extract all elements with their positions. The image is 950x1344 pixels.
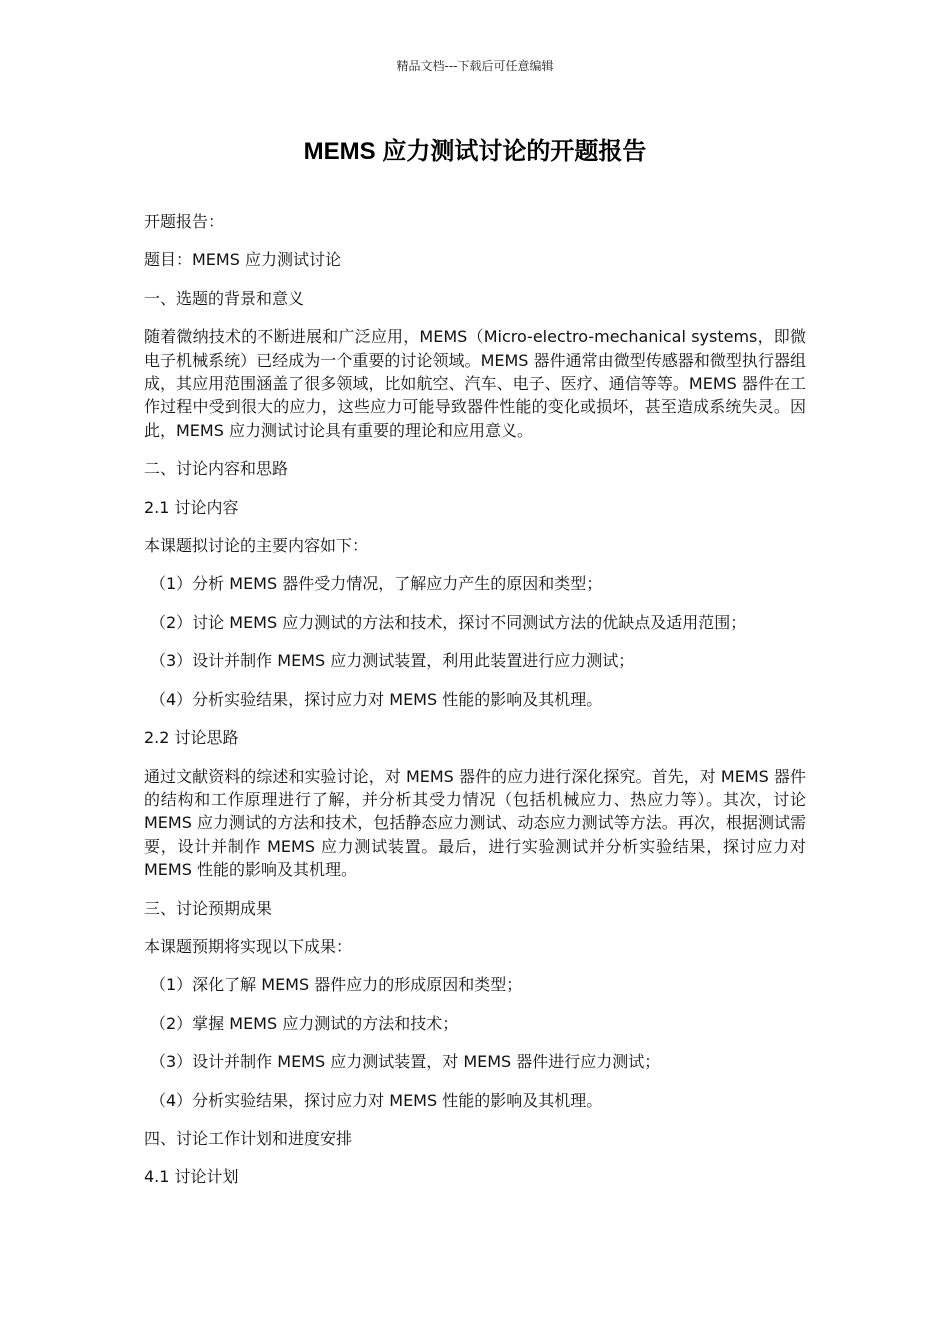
list-item: （4）分析实验结果，探讨应力对 MEMS 性能的影响及其机理。 xyxy=(150,1090,603,1110)
list-item: （2）讨论 MEMS 应力测试的方法和技术，探讨不同测试方法的优缺点及适用范围； xyxy=(150,612,747,632)
list-item: （3）设计并制作 MEMS 应力测试装置，利用此装置进行应力测试； xyxy=(150,651,635,671)
list-item: （1）分析 MEMS 器件受力情况，了解应力产生的原因和类型； xyxy=(150,574,603,594)
paragraph-approach: 通过文献资料的综述和实验讨论，对 MEMS 器件的应力进行深化探究。首先，对 MEMS 器件的结构和工作原理进行了解，并分析其受力情况（包括机械应力、热应力等）。其次，讨论 MEMS 应力测试的方法和技术，包括静态应力测试、动态应力测试等方法。再次，根据测试需要，设计并制作 MEMS 应力测试装置。最后，进行实验测试并分析实验结果，探讨应力对 MEMS 性能的影响及其机理。 xyxy=(144,766,806,880)
subsection-heading-plan: 4.1 讨论计划 xyxy=(144,1167,239,1187)
list-item: （2）掌握 MEMS 应力测试的方法和技术； xyxy=(150,1013,459,1033)
section-heading-content: 二、讨论内容和思路 xyxy=(144,459,289,479)
section-heading-outcomes: 三、讨论预期成果 xyxy=(144,898,273,918)
subsection-heading-approach: 2.2 讨论思路 xyxy=(144,728,239,748)
section-heading-background: 一、选题的背景和意义 xyxy=(144,288,305,308)
paragraph-topic: 题目：MEMS 应力测试讨论 xyxy=(144,250,341,270)
subsection-heading-content: 2.1 讨论内容 xyxy=(144,497,239,517)
document-title: MEMS 应力测试讨论的开题报告 xyxy=(303,138,647,165)
list-item: （1）深化了解 MEMS 器件应力的形成原因和类型； xyxy=(150,975,523,995)
document-body xyxy=(144,210,806,1204)
paragraph-content-intro: 本课题拟讨论的主要内容如下： xyxy=(144,536,369,556)
paragraph-outcomes-intro: 本课题预期将实现以下成果： xyxy=(144,936,353,956)
page-header: 精品文档---下载后可任意编辑 xyxy=(396,59,554,73)
section-heading-schedule: 四、讨论工作计划和进度安排 xyxy=(144,1128,353,1148)
list-item: （3）设计并制作 MEMS 应力测试装置，对 MEMS 器件进行应力测试； xyxy=(150,1052,661,1072)
list-item: （4）分析实验结果，探讨应力对 MEMS 性能的影响及其机理。 xyxy=(150,689,603,709)
paragraph-background: 随着微纳技术的不断进展和广泛应用，MEMS（Micro-electro-mechanical systems，即微电子机械系统）已经成为一个重要的讨论领域。MEMS 器件通常由微型传感器和微型执行器组成，其应用范围涵盖了很多领域，比如航空、汽车、电子、医疗、通信等等。MEMS 器件在工作过程中受到很大的应力，这些应力可能导致器件性能的变化或损坏，甚至造成系统失灵。因此，MEMS 应力测试讨论具有重要的理论和应用意义。 xyxy=(144,327,806,440)
paragraph-report-label: 开题报告： xyxy=(144,212,225,231)
